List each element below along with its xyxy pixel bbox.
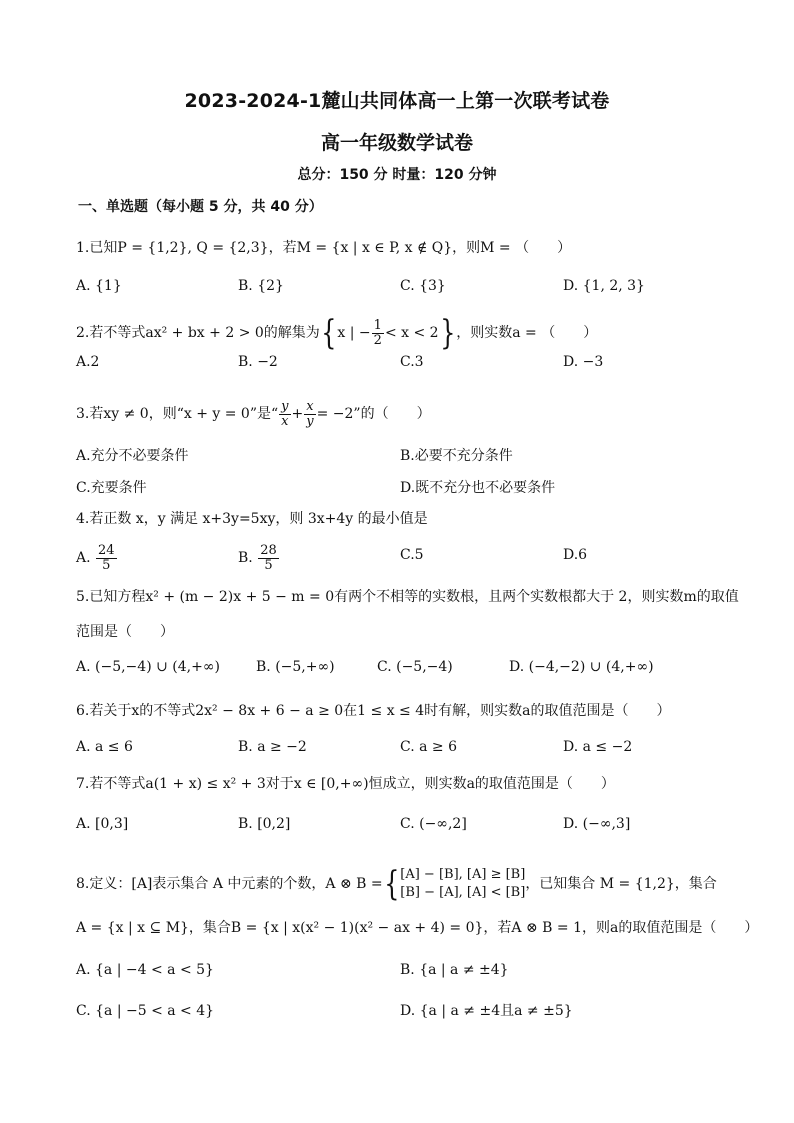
option-label: B. [238,550,253,567]
question-7-option-d: D. (−∞,3] [563,816,631,832]
exam-subtitle: 高一年级数学试卷 [320,132,473,154]
question-7-option-b: B. [0,2] [238,816,291,832]
fraction-numerator: 24 [98,543,115,558]
option-label: A. [76,550,91,567]
left-brace: { [383,864,400,904]
fraction [258,544,279,572]
question-3-option-a: A.充分不必要条件 [76,448,189,464]
question-number: 1. [76,240,90,256]
question-text-after: = −2”的（ ） [316,406,431,423]
question-number: 5. [76,589,90,605]
question-text-before: 若xy ≠ 0，则“x + y = 0”是“ [89,406,279,423]
fraction-x-over-y [304,400,315,428]
question-number: 7. [76,776,90,792]
question-4-option-c: C.5 [400,547,424,563]
fraction-denominator: 2 [373,332,382,348]
question-8-stem-line2: A = {x | x ⊆ M}，集合B = {x | x(x² − 1)(x² − ax + 4) = 0}，若A ⊗ B = 1，则a的取值范围是（ ） [76,920,759,936]
question-5-stem-line1 [76,587,739,607]
piecewise-cases [400,866,525,902]
left-brace: { [321,313,337,353]
case-1: [A] − [B], [A] ≥ [B] [400,867,526,882]
question-3-option-d: D.既不充分也不必要条件 [400,480,556,496]
question-2-stem [76,313,598,353]
fraction-denominator: 5 [264,557,273,573]
question-8-stem-line1 [76,866,717,902]
question-6-option-a: A. a ≤ 6 [76,739,133,755]
set-left: x | − [337,325,371,341]
question-5-option-c: C. (−5,−4) [377,659,453,675]
case-2: [B] − [A], [A] < [B] [400,885,526,900]
question-8-option-b: B. {a | a ≠ ±4} [400,962,509,978]
fraction-denominator: y [306,413,314,429]
question-8-option-d: D. {a | a ≠ ±4且a ≠ ±5} [400,1003,573,1019]
question-number: 8. [76,876,90,892]
question-text: 若正数 x，y 满足 x+3y=5xy，则 3x+4y 的最小值是 [89,511,428,527]
fraction-y-over-x [279,400,290,428]
fraction [372,319,384,347]
question-text: 若关于x的不等式2x² − 8x + 6 − a ≥ 0在1 ≤ x ≤ 4时有解，则实数a的取值范围是（ ） [89,703,671,719]
question-text: 若不等式a(1 + x) ≤ x² + 3对于x ∈ [0,+∞)恒成立，则实数a的取值范围是（ ） [89,776,615,792]
fraction-numerator: 1 [373,317,382,333]
question-4-stem [76,509,428,529]
question-3-stem [76,400,431,428]
question-6-option-d: D. a ≤ −2 [563,739,633,755]
question-8-option-a: A. {a | −4 < a < 5} [76,962,214,978]
question-8-option-c: C. {a | −5 < a < 4} [76,1003,215,1019]
fraction-denominator: 5 [102,557,111,573]
question-text-after: ，则实数a = （ ） [456,325,598,341]
question-2-option-c: C.3 [400,354,424,370]
question-text-before: 若不等式ax² + bx + 2 > 0的解集为 [89,325,320,341]
fraction-numerator: y [281,399,289,414]
fraction-numerator: 28 [260,543,277,558]
fraction [96,544,117,572]
question-3-option-b: B.必要不充分条件 [400,448,513,464]
question-5-option-a: A. (−5,−4) ∪ (4,+∞) [76,659,220,675]
right-brace: } [439,313,455,353]
question-number: 6. [76,703,90,719]
set-right: < x < 2 [384,325,439,341]
question-4-option-a [76,544,118,572]
fraction-denominator: x [281,413,289,429]
question-6-option-c: C. a ≥ 6 [400,739,457,755]
plus-sign: + [291,406,304,423]
question-text: 已知P = {1,2}, Q = {2,3}，若M = {x | x ∈ P, x ∉ Q}，则M = （ ） [89,240,572,256]
question-6-stem [76,701,670,721]
question-4-option-b [238,544,280,572]
question-5-option-b: B. (−5,+∞) [256,659,335,675]
question-6-option-b: B. a ≥ −2 [238,739,307,755]
question-4-option-d: D.6 [563,547,588,563]
question-1-option-c: C. {3} [400,278,446,294]
question-number: 2. [76,325,90,341]
question-2-option-b: B. −2 [238,354,278,370]
question-7-option-c: C. (−∞,2] [400,816,467,832]
question-text-before: 定义：[A]表示集合 A 中元素的个数，A ⊗ B = [89,876,383,892]
question-text-after: ，已知集合 M = {1,2}，集合 [525,876,717,892]
question-2-option-d: D. −3 [563,354,604,370]
exam-title: 2023-2024-1麓山共同体高一上第一次联考试卷 [184,90,610,112]
question-1-option-d: D. {1, 2, 3} [563,278,645,294]
question-text: 已知方程x² + (m − 2)x + 5 − m = 0有两个不相等的实数根，且两个实数根都大于 2，则实数m的取值 [89,589,739,605]
score-time-line: 总分：150 分 时量：120 分钟 [297,167,497,183]
question-7-stem [76,774,615,794]
question-3-option-c: C.充要条件 [76,480,147,496]
question-1-option-a: A. {1} [76,278,122,294]
question-number: 3. [76,406,90,423]
question-5-stem-line2: 范围是（ ） [76,624,174,640]
section-heading: 一、单选题（每小题 5 分，共 40 分） [78,199,323,215]
question-5-option-d: D. (−4,−2) ∪ (4,+∞) [509,659,654,675]
question-1-option-b: B. {2} [238,278,284,294]
question-7-option-a: A. [0,3] [76,816,129,832]
fraction-numerator: x [304,400,315,415]
question-number: 4. [76,511,90,527]
question-1-stem [76,238,571,258]
question-2-option-a: A.2 [76,354,100,370]
